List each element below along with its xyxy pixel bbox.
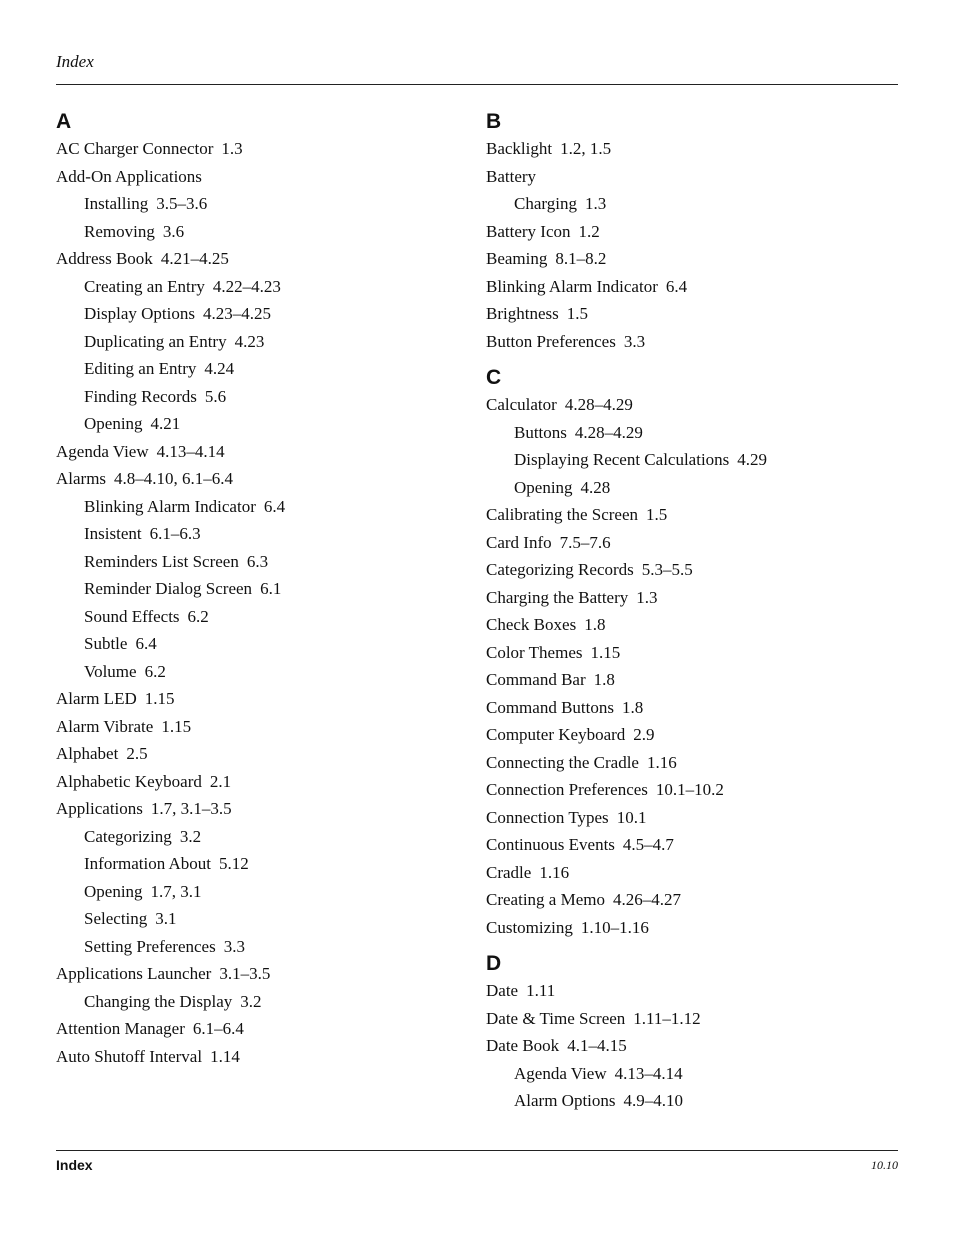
index-term: AC Charger Connector [56, 139, 214, 158]
index-term: Applications [56, 799, 143, 818]
index-subentry [56, 603, 285, 631]
index-subentry [56, 575, 285, 603]
index-subentry [486, 1060, 767, 1088]
page-reference: 4.28–4.29 [564, 395, 633, 414]
index-term: Categorizing [84, 826, 172, 846]
page-reference: 3.1 [155, 909, 177, 928]
page-reference: 6.2 [187, 606, 209, 626]
page-reference: 1.15 [144, 689, 175, 708]
page-reference: 1.11–1.12 [633, 1008, 701, 1028]
index-term: Display Options [84, 304, 195, 323]
page-reference: 1.2, 1.5 [560, 139, 612, 158]
index-term: Check Boxes [486, 615, 577, 634]
page-reference: 6.4 [665, 276, 688, 296]
index-term: Buttons [514, 422, 567, 442]
index-subentry [56, 548, 285, 576]
page-reference: 1.15 [590, 642, 621, 662]
page-reference: 6.4 [135, 634, 157, 653]
index-subentry [486, 419, 767, 447]
index-term: Subtle [84, 634, 128, 653]
page-reference: 1.2 [578, 221, 600, 241]
index-entry [56, 1043, 285, 1071]
page-reference: 6.1–6.4 [192, 1019, 244, 1038]
page-reference: 6.1–6.3 [149, 524, 201, 543]
index-term: Alphabet [56, 744, 119, 763]
index-term: Reminders List Screen [84, 551, 239, 571]
index-term: Alarm Vibrate [56, 716, 154, 736]
page-reference: 8.1–8.2 [555, 249, 607, 268]
index-entry [486, 776, 767, 804]
index-term: Selecting [84, 909, 148, 928]
page-reference: 1.10–1.16 [580, 917, 649, 937]
index-term: Date & Time Screen [486, 1008, 626, 1028]
index-term: Add-On Applications [56, 166, 202, 186]
index-entry [486, 886, 767, 914]
index-term: Alphabetic Keyboard [56, 771, 202, 791]
index-subentry [486, 190, 767, 218]
page-reference: 3.2 [179, 826, 202, 846]
page-reference: 1.16 [539, 862, 570, 882]
index-term: Categorizing Records [486, 560, 634, 579]
index-subentry [56, 218, 285, 246]
index-term: Opening [84, 881, 143, 901]
index-subentry [56, 658, 285, 686]
index-entry [486, 831, 767, 859]
index-subentry [486, 1087, 767, 1115]
index-term: Date Book [486, 1036, 560, 1055]
index-entry [486, 300, 767, 328]
index-entry [486, 859, 767, 887]
index-term: Continuous Events [486, 835, 615, 854]
index-subentry [56, 300, 285, 328]
page-reference: 1.3 [636, 587, 658, 607]
index-entry [486, 694, 767, 722]
index-section [486, 950, 767, 1115]
index-entry [486, 556, 767, 584]
index-term: Alarm LED [56, 689, 137, 708]
page-reference: 2.5 [126, 744, 148, 763]
index-term: Address Book [56, 249, 153, 268]
page-reference: 6.2 [144, 661, 166, 681]
index-section [486, 108, 767, 355]
index-term: Computer Keyboard [486, 725, 626, 744]
index-entry [56, 163, 285, 191]
index-subentry [56, 190, 285, 218]
page-reference: 3.6 [162, 221, 185, 241]
index-subentry [56, 493, 285, 521]
section-letter-heading: B [486, 110, 502, 133]
section-letter-heading: A [56, 110, 72, 133]
index-term: Calculator [486, 395, 557, 414]
index-term: Alarms [56, 469, 107, 488]
index-term: Charging [514, 194, 577, 213]
index-term: Command Bar [486, 670, 586, 689]
section-letter-heading: D [486, 952, 502, 975]
index-subentry [56, 410, 285, 438]
index-term: Opening [514, 477, 573, 497]
index-entry [486, 666, 767, 694]
index-term: Beaming [486, 249, 548, 268]
index-entry [486, 721, 767, 749]
page-reference: 1.11 [526, 981, 556, 1000]
page-reference: 4.23 [234, 331, 265, 351]
index-entry [56, 795, 285, 823]
index-entry [486, 611, 767, 639]
index-entry [56, 245, 285, 273]
index-subentry [56, 520, 285, 548]
index-term: Duplicating an Entry [84, 331, 227, 351]
index-term: Brightness [486, 304, 559, 323]
index-term: Auto Shutoff Interval [56, 1046, 203, 1066]
footer-rule [56, 1150, 898, 1151]
page-reference: 1.3 [221, 139, 243, 158]
index-term: Volume [84, 661, 137, 681]
index-entry [56, 685, 285, 713]
index-term: Changing the Display [84, 991, 233, 1011]
footer-section-label: Index [56, 1157, 93, 1173]
page-reference: 5.3–5.5 [641, 560, 693, 579]
page-reference: 1.5 [566, 304, 588, 323]
page-reference: 1.7, 3.1–3.5 [150, 799, 232, 818]
page-reference: 4.22–4.23 [212, 276, 281, 296]
page-reference: 2.9 [633, 725, 655, 744]
page-reference: 1.8 [621, 697, 644, 717]
index-entry [486, 914, 767, 942]
page-reference: 1.8 [593, 670, 615, 689]
index-term: Displaying Recent Calculations [514, 450, 730, 469]
header-rule [56, 84, 898, 85]
page-reference: 4.13–4.14 [614, 1063, 683, 1083]
index-subentry [56, 383, 285, 411]
index-entry [486, 1032, 767, 1060]
index-section [486, 364, 767, 941]
index-term: Customizing [486, 917, 573, 937]
index-term: Reminder Dialog Screen [84, 579, 253, 598]
page-reference: 10.1–10.2 [655, 780, 724, 799]
index-subentry [56, 850, 285, 878]
page-reference: 4.8–4.10, 6.1–6.4 [114, 469, 234, 488]
index-entry [486, 328, 767, 356]
index-term: Installing [84, 194, 149, 213]
page-reference: 6.3 [246, 551, 269, 571]
page-reference: 5.12 [219, 854, 249, 873]
page-reference: 4.21 [150, 414, 181, 433]
index-entry [56, 960, 285, 988]
index-subentry [56, 988, 285, 1016]
index-term: Setting Preferences [84, 936, 216, 956]
page-reference: 4.21–4.25 [160, 249, 229, 268]
index-term: Connection Types [486, 807, 609, 827]
index-term: Date [486, 981, 519, 1000]
page-reference: 6.1 [260, 579, 282, 598]
index-entry [486, 584, 767, 612]
index-term: Finding Records [84, 386, 197, 406]
page-reference: 4.29 [737, 450, 768, 469]
index-entry [486, 749, 767, 777]
index-subentry [56, 823, 285, 851]
page-reference: 1.15 [161, 716, 192, 736]
index-term: Color Themes [486, 642, 583, 662]
page-reference: 4.9–4.10 [623, 1091, 684, 1110]
page-number: 10.10 [871, 1158, 898, 1172]
index-entry [486, 804, 767, 832]
index-term: Editing an Entry [84, 359, 197, 378]
index-entry [486, 501, 767, 529]
index-term: Command Buttons [486, 697, 614, 717]
page-reference: 1.7, 3.1 [150, 881, 202, 901]
index-entry [56, 465, 285, 493]
index-term: Information About [84, 854, 212, 873]
index-term: Blinking Alarm Indicator [486, 276, 658, 296]
index-term: Blinking Alarm Indicator [84, 496, 256, 516]
index-subentry [56, 933, 285, 961]
index-term: Insistent [84, 524, 142, 543]
index-entry [486, 135, 767, 163]
index-entry [486, 391, 767, 419]
index-entry [56, 438, 285, 466]
index-term: Agenda View [514, 1063, 607, 1083]
page-reference: 3.3 [623, 331, 646, 351]
index-entry [56, 740, 285, 768]
index-entry [56, 713, 285, 741]
index-subentry [56, 905, 285, 933]
index-term: Cradle [486, 862, 532, 882]
index-column-left [56, 108, 285, 1070]
page-reference: 6.4 [263, 496, 286, 516]
index-subentry [56, 328, 285, 356]
index-term: Creating a Memo [486, 890, 605, 909]
page-reference: 1.16 [646, 752, 677, 772]
index-entry [486, 273, 767, 301]
running-header-title: Index [56, 52, 94, 71]
index-subentry [56, 878, 285, 906]
page-reference: 4.26–4.27 [612, 890, 681, 909]
index-term: Alarm Options [514, 1091, 616, 1110]
page-reference: 3.5–3.6 [156, 194, 208, 213]
page-reference: 4.5–4.7 [622, 835, 674, 854]
index-term: Button Preferences [486, 331, 616, 351]
page-reference: 1.14 [210, 1046, 240, 1066]
index-entry [486, 529, 767, 557]
index-term: Connecting the Cradle [486, 752, 639, 772]
index-entry [486, 218, 767, 246]
index-term: Connection Preferences [486, 780, 648, 799]
index-term: Removing [84, 221, 155, 241]
page-reference: 4.1–4.15 [567, 1036, 627, 1055]
index-term: Battery [486, 166, 537, 186]
index-subentry [56, 273, 285, 301]
page-reference: 2.1 [209, 771, 232, 791]
page-reference: 4.24 [204, 359, 235, 378]
index-term: Backlight [486, 139, 553, 158]
index-section [56, 108, 285, 1070]
page-reference: 3.1–3.5 [219, 964, 271, 983]
section-letter-heading: C [486, 366, 502, 389]
index-subentry [486, 446, 767, 474]
index-term: Agenda View [56, 441, 149, 461]
index-entry [486, 1005, 767, 1033]
index-term: Applications Launcher [56, 964, 212, 983]
page-reference: 4.28–4.29 [574, 422, 643, 442]
index-entry [56, 1015, 285, 1043]
index-term: Sound Effects [84, 606, 180, 626]
index-term: Attention Manager [56, 1019, 185, 1038]
index-subentry [56, 355, 285, 383]
index-term: Card Info [486, 532, 552, 552]
index-term: Opening [84, 414, 143, 433]
index-subentry [56, 630, 285, 658]
page-reference: 1.3 [584, 194, 607, 213]
page-reference: 4.13–4.14 [156, 441, 225, 461]
page-reference: 1.5 [646, 505, 668, 524]
index-entry [56, 135, 285, 163]
page-reference: 10.1 [616, 807, 647, 827]
page-reference: 3.3 [223, 936, 245, 956]
page-reference: 1.8 [584, 615, 606, 634]
index-entry [486, 163, 767, 191]
page-reference: 4.23–4.25 [202, 304, 271, 323]
index-entry [486, 977, 767, 1005]
index-term: Charging the Battery [486, 587, 629, 607]
index-column-right [486, 108, 767, 1115]
index-entry [56, 768, 285, 796]
page-reference: 4.28 [580, 477, 611, 497]
index-term: Battery Icon [486, 221, 571, 241]
index-entry [486, 639, 767, 667]
index-term: Creating an Entry [84, 276, 205, 296]
page-reference: 3.2 [240, 991, 262, 1011]
index-term: Calibrating the Screen [486, 505, 639, 524]
index-entry [486, 245, 767, 273]
page-reference: 5.6 [204, 386, 227, 406]
index-subentry [486, 474, 767, 502]
page-reference: 7.5–7.6 [559, 532, 611, 552]
